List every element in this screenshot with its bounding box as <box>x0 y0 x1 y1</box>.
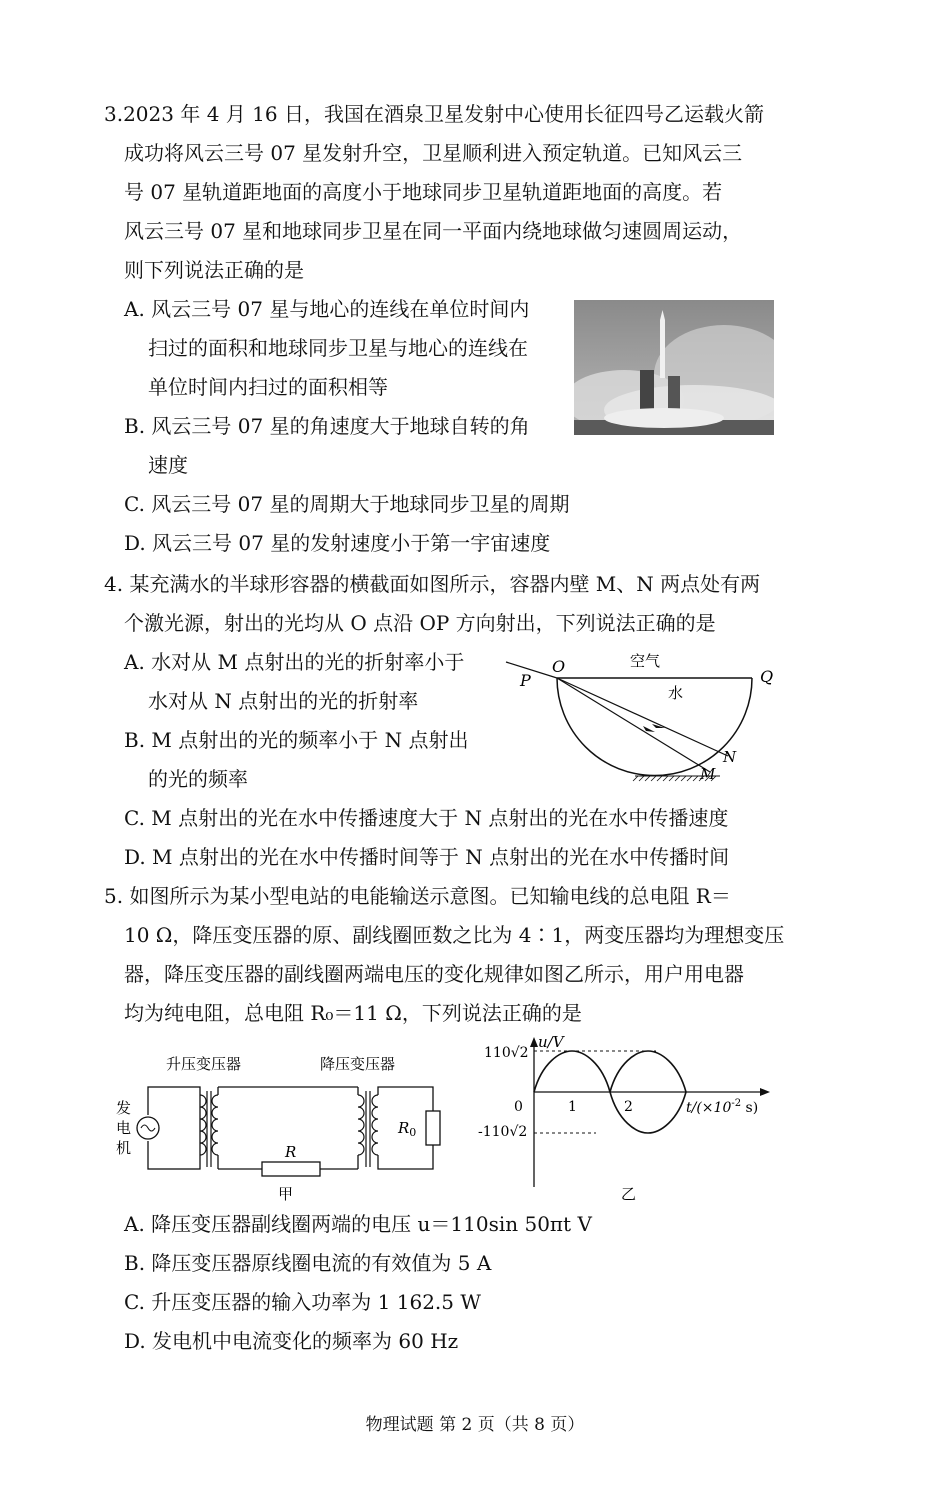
q5-stem-line-1: 5. 如图所示为某小型电站的电能输送示意图。已知输电线的总电阻 R＝ <box>104 884 731 908</box>
q3-stem-line-3: 号 07 星轨道距地面的高度小于地球同步卫星轨道距地面的高度。若 <box>124 180 723 204</box>
q4-option-d: D. M 点射出的光在水中传播时间等于 N 点射出的光在水中传播时间 <box>124 845 730 869</box>
graph-xlabel: $t/(\times 10^{-2}$ s) <box>686 1098 759 1116</box>
q3-stem-line-2: 成功将风云三号 07 星发射升空，卫星顺利进入预定轨道。已知风云三 <box>124 141 743 165</box>
q4-stem-line-1: 4. 某充满水的半球形容器的横截面如图所示，容器内壁 M、N 两点处有两 <box>104 572 761 596</box>
label-air: 空气 <box>630 652 661 670</box>
label-o: O <box>552 657 566 676</box>
q4-option-a-line-1: A. 水对从 M 点射出的光的折射率小于 <box>124 650 465 674</box>
graph-ylabel: u/V <box>538 1035 564 1051</box>
q3-option-b-line-1: B. 风云三号 07 星的角速度大于地球自转的角 <box>124 414 530 438</box>
q3-option-c: C. 风云三号 07 星的周期大于地球同步卫星的周期 <box>124 492 570 516</box>
label-water: 水 <box>668 684 684 702</box>
q3-option-a-line-2: 扫过的面积和地球同步卫星与地心的连线在 <box>148 336 528 360</box>
label-m: M <box>700 765 716 783</box>
q4-stem-line-2: 个激光源，射出的光均从 O 点沿 OP 方向射出，下列说法正确的是 <box>124 611 716 635</box>
caption-jia: 甲 <box>278 1185 294 1203</box>
label-step-down: 降压变压器 <box>320 1055 396 1073</box>
caption-yi: 乙 <box>621 1185 637 1203</box>
graph-origin: 0 <box>514 1099 523 1115</box>
label-p: P <box>520 671 531 690</box>
label-step-up: 升压变压器 <box>166 1055 242 1073</box>
label-gen-1: 发 <box>116 1099 132 1117</box>
graph-tick-1: 1 <box>568 1099 577 1115</box>
q3-stem-line-4: 风云三号 07 星和地球同步卫星在同一平面内绕地球做匀速圆周运动， <box>124 219 743 243</box>
q5-option-d: D. 发电机中电流变化的频率为 60 Hz <box>124 1329 459 1353</box>
label-gen-2: 电 <box>116 1119 132 1137</box>
q3-stem-line-1: 3.2023 年 4 月 16 日，我国在酒泉卫星发射中心使用长征四号乙运载火箭 <box>104 102 764 126</box>
q5-stem-line-3: 器，降压变压器的副线圈两端电压的变化规律如图乙所示，用户用电器 <box>124 962 744 986</box>
q5-option-b: B. 降压变压器原线圈电流的有效值为 5 A <box>124 1251 492 1275</box>
label-n: N <box>723 748 737 766</box>
q5-option-c: C. 升压变压器的输入功率为 1 162.5 W <box>124 1290 481 1314</box>
q3-option-a-line-3: 单位时间内扫过的面积相等 <box>148 375 388 399</box>
q3-option-d: D. 风云三号 07 星的发射速度小于第一宇宙速度 <box>124 531 551 555</box>
label-gen-3: 机 <box>116 1139 132 1157</box>
q5-option-a: A. 降压变压器副线圈两端的电压 u＝110sin 50πt V <box>124 1212 592 1236</box>
label-r: R <box>285 1143 297 1161</box>
q4-option-b-line-2: 的光的频率 <box>148 767 248 791</box>
graph-tick-2: 2 <box>624 1099 633 1115</box>
graph-ytop: 110√2 <box>484 1045 529 1061</box>
rocket-launch-photo <box>574 300 774 435</box>
graph-ybot: -110√2 <box>478 1124 528 1140</box>
q4-option-c: C. M 点射出的光在水中传播速度大于 N 点射出的光在水中传播速度 <box>124 806 729 830</box>
q5-stem-line-4: 均为纯电阻，总电阻 R₀＝11 Ω，下列说法正确的是 <box>124 1001 582 1025</box>
voltage-time-graph <box>476 1035 776 1205</box>
label-q: Q <box>760 667 774 686</box>
q4-option-a-line-2: 水对从 N 点射出的光的折射率 <box>148 689 419 713</box>
page-footer: 物理试题 第 2 页（共 8 页） <box>365 1415 585 1435</box>
hemisphere-refraction-figure <box>500 648 790 783</box>
q3-stem-line-5: 则下列说法正确的是 <box>124 258 304 282</box>
label-r0: $R_0$ <box>398 1119 417 1139</box>
q3-option-a-line-1: A. 风云三号 07 星与地心的连线在单位时间内 <box>124 297 530 321</box>
q4-option-b-line-1: B. M 点射出的光的频率小于 N 点射出 <box>124 728 469 752</box>
q5-stem-line-2: 10 Ω，降压变压器的原、副线圈匝数之比为 4∶1，两变压器均为理想变压 <box>124 923 785 947</box>
q3-option-b-line-2: 速度 <box>148 453 188 477</box>
transmission-circuit-diagram <box>108 1045 448 1205</box>
